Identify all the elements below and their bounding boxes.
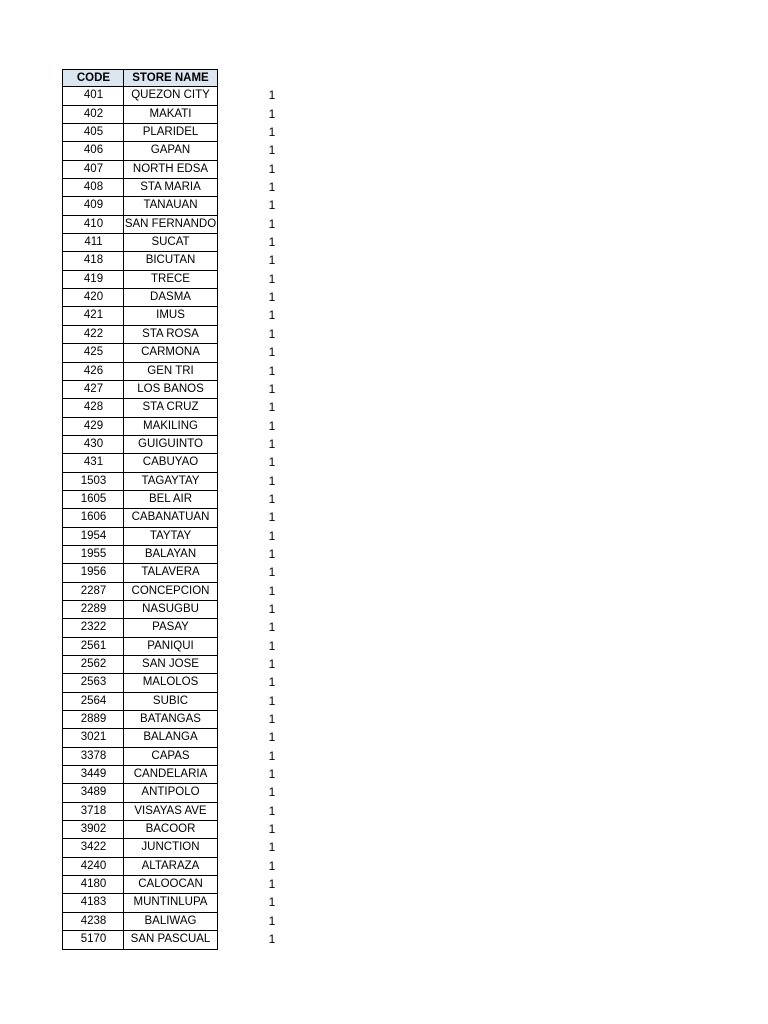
quantity-cell: 1 — [268, 840, 276, 855]
code-cell: 1503 — [62, 473, 124, 491]
table-row — [62, 124, 282, 142]
code-cell: 1955 — [62, 546, 124, 564]
quantity-cell: 1 — [268, 748, 276, 763]
table-row — [62, 528, 282, 546]
table-row — [62, 106, 282, 124]
store-name-cell: LOS BANOS — [123, 381, 218, 399]
table-row — [62, 803, 282, 821]
code-column-header: CODE — [62, 69, 124, 87]
code-cell: 427 — [62, 381, 124, 399]
store-name-cell: MAKATI — [123, 106, 218, 124]
code-cell: 2287 — [62, 583, 124, 601]
code-cell: 2561 — [62, 638, 124, 656]
code-cell: 411 — [62, 234, 124, 252]
table-header-row — [62, 69, 282, 87]
table-row — [62, 234, 282, 252]
store-name-cell: ANTIPOLO — [123, 784, 218, 802]
quantity-cell: 1 — [268, 620, 276, 635]
table-body — [62, 87, 282, 949]
store-name-cell: IMUS — [123, 307, 218, 325]
table-row — [62, 748, 282, 766]
table-row — [62, 729, 282, 747]
code-cell: 3489 — [62, 784, 124, 802]
quantity-cell: 1 — [268, 143, 276, 158]
quantity-cell: 1 — [268, 473, 276, 488]
store-name-cell: SAN FERNANDO — [123, 216, 218, 234]
code-cell: 401 — [62, 87, 124, 105]
store-name-cell: SUBIC — [123, 693, 218, 711]
code-cell: 3021 — [62, 729, 124, 747]
code-cell: 2562 — [62, 656, 124, 674]
table-row — [62, 216, 282, 234]
quantity-cell: 1 — [268, 877, 276, 892]
quantity-cell: 1 — [268, 785, 276, 800]
store-name-cell: BATANGAS — [123, 711, 218, 729]
quantity-cell: 1 — [268, 271, 276, 286]
table-row — [62, 821, 282, 839]
quantity-cell: 1 — [268, 198, 276, 213]
code-cell: 406 — [62, 142, 124, 160]
table-row — [62, 473, 282, 491]
table-row — [62, 931, 282, 949]
store-name-cell: MUNTINLUPA — [123, 894, 218, 912]
store-name-cell: SAN PASCUAL — [123, 931, 218, 949]
table-row — [62, 252, 282, 270]
code-cell: 426 — [62, 363, 124, 381]
code-cell: 2563 — [62, 674, 124, 692]
table-row — [62, 197, 282, 215]
table-row — [62, 363, 282, 381]
table-row — [62, 326, 282, 344]
table-row — [62, 436, 282, 454]
quantity-cell: 1 — [268, 932, 276, 947]
store-name-cell: DASMA — [123, 289, 218, 307]
quantity-cell: 1 — [268, 528, 276, 543]
table-row — [62, 839, 282, 857]
code-cell: 4183 — [62, 894, 124, 912]
quantity-cell: 1 — [268, 693, 276, 708]
quantity-cell: 1 — [268, 913, 276, 928]
quantity-cell: 1 — [268, 546, 276, 561]
code-cell: 1956 — [62, 564, 124, 582]
store-name-cell: BICUTAN — [123, 252, 218, 270]
table-row — [62, 491, 282, 509]
store-name-cell: TAGAYTAY — [123, 473, 218, 491]
store-name-cell: VISAYAS AVE — [123, 803, 218, 821]
code-cell: 428 — [62, 399, 124, 417]
quantity-cell: 1 — [268, 381, 276, 396]
code-cell: 422 — [62, 326, 124, 344]
table-row — [62, 619, 282, 637]
quantity-cell: 1 — [268, 822, 276, 837]
store-name-cell: CALOOCAN — [123, 876, 218, 894]
table-row — [62, 583, 282, 601]
code-cell: 418 — [62, 252, 124, 270]
store-name-cell: ALTARAZA — [123, 858, 218, 876]
code-cell: 4180 — [62, 876, 124, 894]
code-cell: 2322 — [62, 619, 124, 637]
code-cell: 407 — [62, 161, 124, 179]
quantity-cell: 1 — [268, 345, 276, 360]
store-name-cell: STA CRUZ — [123, 399, 218, 417]
quantity-cell: 1 — [268, 583, 276, 598]
quantity-cell: 1 — [268, 730, 276, 745]
store-name-cell: BALAYAN — [123, 546, 218, 564]
code-cell: 420 — [62, 289, 124, 307]
code-cell: 4240 — [62, 858, 124, 876]
table-row — [62, 913, 282, 931]
store-name-cell: CABANATUAN — [123, 509, 218, 527]
store-name-cell: MAKILING — [123, 418, 218, 436]
code-cell: 431 — [62, 454, 124, 472]
store-name-cell: GAPAN — [123, 142, 218, 160]
quantity-cell: 1 — [268, 675, 276, 690]
quantity-cell: 1 — [268, 180, 276, 195]
store-name-cell: SUCAT — [123, 234, 218, 252]
quantity-cell: 1 — [268, 308, 276, 323]
code-cell: 5170 — [62, 931, 124, 949]
store-name-cell: TRECE — [123, 271, 218, 289]
quantity-cell: 1 — [268, 638, 276, 653]
code-cell: 421 — [62, 307, 124, 325]
code-cell: 1954 — [62, 528, 124, 546]
table-row — [62, 766, 282, 784]
quantity-cell: 1 — [268, 712, 276, 727]
store-name-cell: QUEZON CITY — [123, 87, 218, 105]
quantity-cell: 1 — [268, 601, 276, 616]
store-name-cell: BALANGA — [123, 729, 218, 747]
code-cell: 3422 — [62, 839, 124, 857]
quantity-cell: 1 — [268, 803, 276, 818]
table-row — [62, 509, 282, 527]
store-name-cell: PANIQUI — [123, 638, 218, 656]
table-row — [62, 711, 282, 729]
quantity-cell: 1 — [268, 858, 276, 873]
table-row — [62, 142, 282, 160]
table-row — [62, 179, 282, 197]
store-name-cell: JUNCTION — [123, 839, 218, 857]
store-name-cell: BEL AIR — [123, 491, 218, 509]
quantity-cell: 1 — [268, 125, 276, 140]
table-row — [62, 564, 282, 582]
table-row — [62, 601, 282, 619]
quantity-cell: 1 — [268, 216, 276, 231]
store-name-cell: TALAVERA — [123, 564, 218, 582]
table-row — [62, 454, 282, 472]
store-name-cell: SAN JOSE — [123, 656, 218, 674]
quantity-cell: 1 — [268, 88, 276, 103]
store-table — [62, 69, 282, 950]
quantity-cell: 1 — [268, 455, 276, 470]
code-cell: 402 — [62, 106, 124, 124]
store-name-cell: TAYTAY — [123, 528, 218, 546]
quantity-cell: 1 — [268, 418, 276, 433]
table-row — [62, 674, 282, 692]
store-name-cell: NASUGBU — [123, 601, 218, 619]
store-name-cell: MALOLOS — [123, 674, 218, 692]
table-row — [62, 638, 282, 656]
code-cell: 2564 — [62, 693, 124, 711]
table-row — [62, 693, 282, 711]
code-cell: 4238 — [62, 913, 124, 931]
table-row — [62, 87, 282, 105]
code-cell: 405 — [62, 124, 124, 142]
table-row — [62, 161, 282, 179]
store-name-cell: BALIWAG — [123, 913, 218, 931]
table-row — [62, 307, 282, 325]
code-cell: 410 — [62, 216, 124, 234]
store-name-cell: CONCEPCION — [123, 583, 218, 601]
table-row — [62, 271, 282, 289]
table-row — [62, 784, 282, 802]
table-row — [62, 399, 282, 417]
quantity-cell: 1 — [268, 290, 276, 305]
code-cell: 419 — [62, 271, 124, 289]
table-row — [62, 656, 282, 674]
quantity-cell: 1 — [268, 767, 276, 782]
quantity-cell: 1 — [268, 161, 276, 176]
store-name-cell: CABUYAO — [123, 454, 218, 472]
store-name-cell: STA MARIA — [123, 179, 218, 197]
code-cell: 2289 — [62, 601, 124, 619]
store-name-cell: PLARIDEL — [123, 124, 218, 142]
quantity-cell: 1 — [268, 326, 276, 341]
store-name-cell: CANDELARIA — [123, 766, 218, 784]
code-cell: 408 — [62, 179, 124, 197]
table-row — [62, 344, 282, 362]
code-cell: 2889 — [62, 711, 124, 729]
quantity-cell: 1 — [268, 235, 276, 250]
store-name-cell: CARMONA — [123, 344, 218, 362]
store-name-cell: CAPAS — [123, 748, 218, 766]
code-cell: 3449 — [62, 766, 124, 784]
store-name-cell: NORTH EDSA — [123, 161, 218, 179]
table-row — [62, 381, 282, 399]
quantity-cell: 1 — [268, 657, 276, 671]
table-row — [62, 418, 282, 436]
code-cell: 429 — [62, 418, 124, 436]
code-cell: 430 — [62, 436, 124, 454]
code-cell: 3902 — [62, 821, 124, 839]
code-cell: 3718 — [62, 803, 124, 821]
store-name-cell: BACOOR — [123, 821, 218, 839]
store-name-column-header: STORE NAME — [123, 69, 218, 87]
quantity-cell: 1 — [268, 895, 276, 910]
quantity-cell: 1 — [268, 565, 276, 580]
store-name-cell: GUIGUINTO — [123, 436, 218, 454]
table-row — [62, 546, 282, 564]
quantity-cell: 1 — [268, 436, 276, 451]
table-row — [62, 858, 282, 876]
store-name-cell: STA ROSA — [123, 326, 218, 344]
code-cell: 1606 — [62, 509, 124, 527]
code-cell: 3378 — [62, 748, 124, 766]
code-cell: 409 — [62, 197, 124, 215]
code-cell: 1605 — [62, 491, 124, 509]
store-name-cell: TANAUAN — [123, 197, 218, 215]
quantity-cell: 1 — [268, 363, 276, 378]
quantity-cell: 1 — [268, 491, 276, 506]
table-row — [62, 289, 282, 307]
quantity-cell: 1 — [268, 510, 276, 525]
quantity-cell: 1 — [268, 400, 276, 415]
table-row — [62, 876, 282, 894]
store-name-cell: GEN TRI — [123, 363, 218, 381]
quantity-cell: 1 — [268, 253, 276, 268]
store-name-cell: PASAY — [123, 619, 218, 637]
quantity-cell: 1 — [268, 106, 276, 121]
code-cell: 425 — [62, 344, 124, 362]
table-row — [62, 894, 282, 912]
